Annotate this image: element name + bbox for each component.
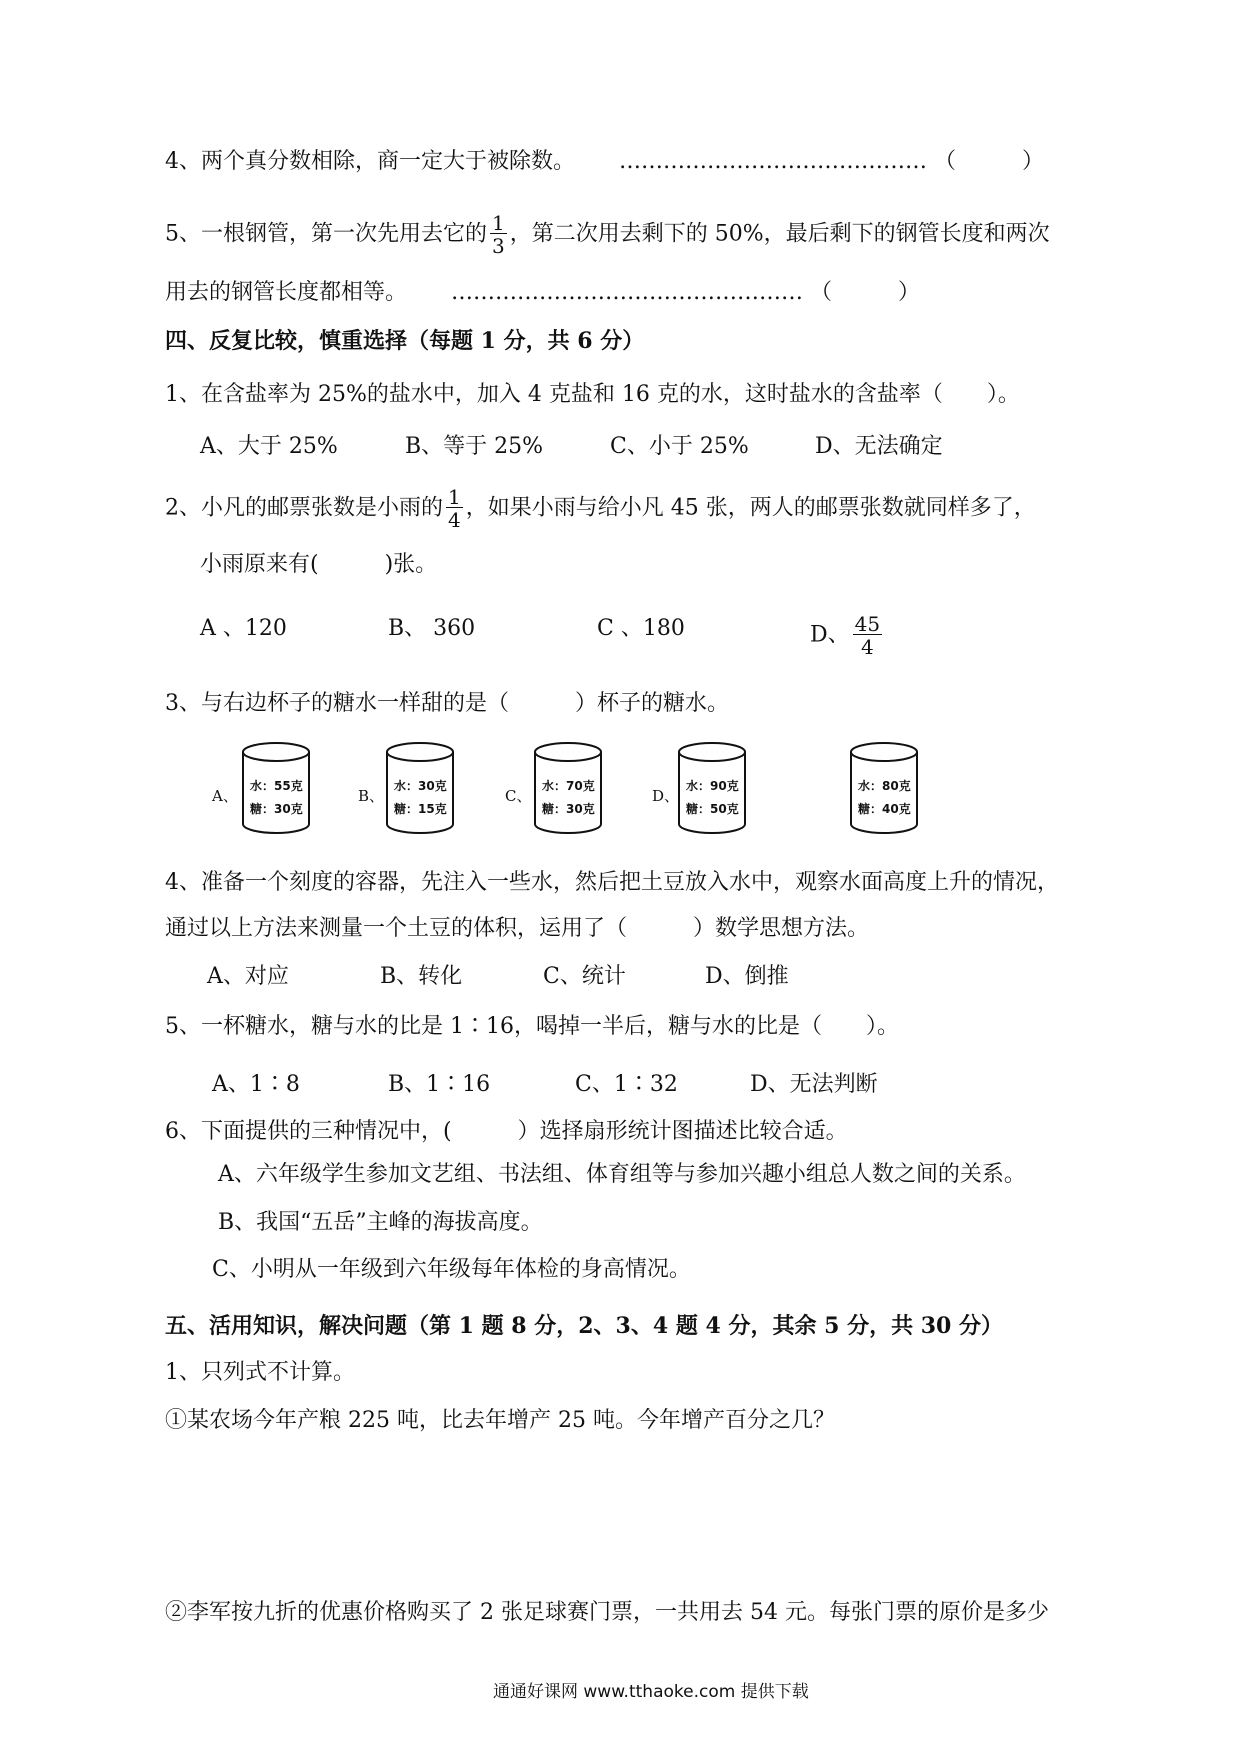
s4-q6-opt-a[interactable]: A、六年级学生参加文艺组、书法组、体育组等与参加兴趣小组总人数之间的关系。: [218, 1162, 1026, 1187]
s4-q5-opt-d[interactable]: D、无法判断: [750, 1072, 878, 1097]
reference-cup-water: 水：80克: [858, 779, 911, 793]
s4-q3-text: 3、与右边杯子的糖水一样甜的是（ ）杯子的糖水。: [165, 691, 729, 716]
tf-q4-text: 4、两个真分数相除，商一定大于被除数。: [165, 149, 575, 174]
s4-q4-opt-a[interactable]: A、对应: [207, 964, 289, 989]
cup-c-water: 水：70克: [542, 779, 595, 793]
s5-sub1: ①某农场今年产粮 225 吨，比去年增产 25 吨。今年增产百分之几？: [165, 1408, 835, 1433]
s4-q2-opt-d[interactable]: [810, 614, 885, 657]
tf-q5-post: ，第二次用去剩下的 50%，最后剩下的钢管长度和两次: [509, 221, 1050, 247]
s4-q5-text: 5、一杯糖水，糖与水的比是 1∶16，喝掉一半后，糖与水的比是（ ）。: [165, 1014, 899, 1039]
s4-q4-opt-b[interactable]: B、转化: [380, 964, 463, 989]
cup-c-label[interactable]: C、: [505, 787, 532, 805]
s4-q6-opt-c[interactable]: C、小明从一年级到六年级每年体检的身高情况。: [212, 1257, 691, 1282]
s4-q2-opt-d-label: D、: [810, 622, 850, 648]
tf-q5-pre: 5、一根钢管，第一次先用去它的: [165, 221, 487, 247]
s4-q2-pre: 2、小凡的邮票张数是小雨的: [165, 495, 443, 521]
fraction-45-over-4: $\frac{45}{4}$: [854, 612, 881, 659]
tf-q4: [165, 147, 1044, 177]
s4-q6-opt-b[interactable]: B、我国“五岳”主峰的海拔高度。: [218, 1210, 543, 1235]
tf-q4-blank[interactable]: （ ）: [934, 149, 1045, 174]
s4-q1-opt-c[interactable]: C、小于 25%: [610, 434, 749, 459]
section5-title: 五、活用知识，解决问题（第 1 题 8 分，2、3、4 题 4 分，其余 5 分，共 30 分）: [165, 1313, 1004, 1339]
s4-q4-opt-c[interactable]: C、统计: [543, 964, 626, 989]
s4-q5-opt-a[interactable]: A、1∶8: [212, 1072, 300, 1097]
s4-q1-opt-b[interactable]: B、等于 25%: [405, 434, 544, 459]
tf-q5-line2: [165, 278, 920, 308]
s4-q4-line1: 4、准备一个刻度的容器，先注入一些水，然后把土豆放入水中，观察水面高度上升的情况，: [165, 870, 1060, 895]
cup-b-label[interactable]: B、: [358, 787, 385, 805]
cup-a-water: 水：55克: [250, 779, 303, 793]
tf-q5-leader: …………………………………………: [451, 280, 804, 305]
cup-b-water: 水：30克: [394, 779, 447, 793]
s5-sub2: ②李军按九折的优惠价格购买了 2 张足球赛门票，一共用去 54 元。每张门票的原价是多少: [165, 1600, 1049, 1625]
cup-a-label[interactable]: A、: [212, 787, 238, 805]
s4-q4-opt-d[interactable]: D、倒推: [705, 964, 789, 989]
cup-b-sugar: 糖：15克: [394, 802, 447, 816]
s4-q4-line2: 通过以上方法来测量一个土豆的体积，运用了（ ）数学思想方法。: [165, 916, 870, 941]
s4-q2-opt-c[interactable]: C 、180: [597, 616, 685, 641]
s4-q2-line1: [165, 487, 1036, 530]
cup-d-label[interactable]: D、: [652, 787, 680, 805]
s4-q1-text: 1、在含盐率为 25%的盐水中，加入 4 克盐和 16 克的水，这时盐水的含盐率（ ）。: [165, 382, 1020, 407]
s4-q2-opt-b[interactable]: B、 360: [388, 616, 476, 641]
tf-q5-blank[interactable]: （ ）: [810, 280, 921, 305]
footer-source: 通通好课网 www.tthaoke.com 提供下载: [493, 1682, 809, 1702]
tf-q4-leader: ……………………………………: [619, 149, 927, 174]
s5-q1: 1、只列式不计算。: [165, 1360, 355, 1385]
cup-d-water: 水：90克: [686, 779, 739, 793]
s4-q1-opt-d[interactable]: D、无法确定: [815, 434, 943, 459]
cup-a-sugar: 糖：30克: [250, 802, 303, 816]
reference-cup-sugar: 糖：40克: [858, 802, 911, 816]
tf-q5-line2-text: 用去的钢管长度都相等。: [165, 280, 408, 305]
s4-q2-post: ，如果小雨与给小凡 45 张，两人的邮票张数就同样多了，: [465, 495, 1036, 521]
s4-q2-opt-a[interactable]: A 、120: [200, 616, 287, 641]
s4-q5-opt-c[interactable]: C、1∶32: [575, 1072, 678, 1097]
cup-c-sugar: 糖：30克: [542, 802, 595, 816]
s4-q1-opt-a[interactable]: A、大于 25%: [200, 434, 338, 459]
s4-q2-line2: 小雨原来有( )张。: [200, 552, 438, 577]
s4-q6-text: 6、下面提供的三种情况中，( ）选择扇形统计图描述比较合适。: [165, 1119, 848, 1144]
cup-d-sugar: 糖：50克: [686, 802, 739, 816]
tf-q5-line1: [165, 213, 1050, 256]
fraction-one-third: $\frac{1}{3}$: [492, 211, 505, 258]
section4-title: 四、反复比较，慎重选择（每题 1 分，共 6 分）: [165, 328, 645, 354]
fraction-one-quarter: $\frac{1}{4}$: [448, 485, 461, 532]
s4-q5-opt-b[interactable]: B、1∶16: [388, 1072, 491, 1097]
